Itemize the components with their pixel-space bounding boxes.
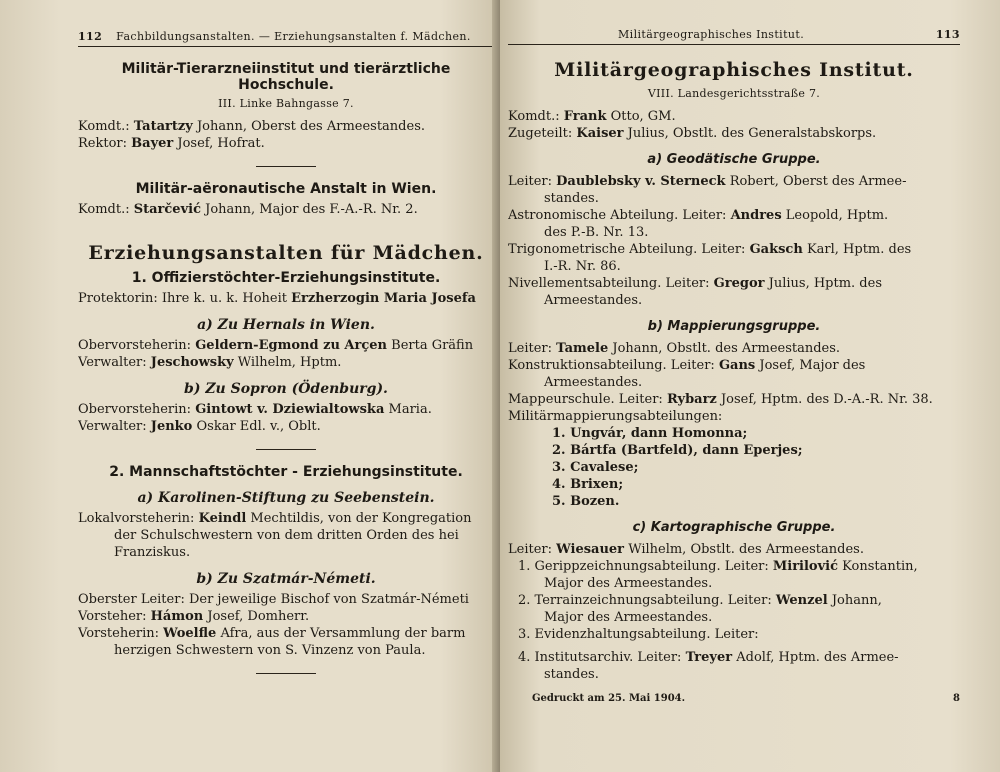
subsection-cartographic [508, 520, 960, 535]
detail: Berta Gräfin [391, 338, 474, 353]
label: Komdt.: [78, 119, 130, 134]
entry-leiter-cartographic [508, 541, 960, 558]
section-title-aeronautic: Militär-aëronautische Anstalt in Wien. [135, 181, 437, 197]
subsection-mapping [508, 319, 960, 334]
detail: Leopold, Hptm. [785, 208, 889, 223]
detail: Otto, GM. [610, 109, 676, 124]
entry-continuation: Armeestandes. [544, 375, 643, 390]
person-name: Tamele [556, 341, 609, 356]
label: Verwalter: [78, 419, 147, 434]
person-name: Andres [730, 208, 782, 223]
person-name: Kaiser [576, 126, 624, 141]
person-name: Mirilović [772, 559, 839, 574]
entry-verwalter-sopron [78, 418, 494, 435]
label: Leiter: [508, 174, 552, 189]
entry-trigonometric [508, 241, 960, 258]
entry-komdt-aeronautic [78, 201, 494, 218]
person-name: Wiesauer [556, 542, 625, 557]
list-item: 2. Bártfa (Bartfeld), dann Eperjes; [552, 443, 803, 458]
detail: Josef, Major des [759, 358, 866, 373]
page-number-left: 112 [78, 30, 103, 43]
list-item: 1. Ungvár, dann Homonna; [552, 426, 748, 441]
person-name: Gintowt v. Dziewialtowska [195, 402, 385, 417]
print-date: Gedruckt am 25. Mai 1904. [532, 693, 686, 704]
entry-komdt [508, 108, 960, 125]
list-item: 5. Bozen. [552, 494, 620, 509]
entry-astronomic [508, 207, 960, 224]
entry-mapping-divisions: Militärmappierungsabteilungen: [508, 409, 723, 424]
detail: Adolf, Hptm. des Armee- [736, 650, 899, 665]
label: Komdt.: [78, 202, 130, 217]
detail: Johann, Oberst des Armeestandes. [196, 119, 425, 134]
person-name: Daublebsky v. Sterneck [556, 174, 726, 189]
subsection-officers-daughters: 1. Offizierstöchter-Erziehungsinstitute. [131, 270, 441, 286]
detail: Julius, Obstlt. des Generalstabskorps. [627, 126, 877, 141]
person-name: Wenzel [775, 593, 828, 608]
person-name: Starčević [133, 202, 201, 217]
entry-continuation: I.-R. Nr. 86. [544, 259, 621, 274]
list-item: 3. Cavalese; [552, 460, 639, 475]
entry-leiter-mapping [508, 340, 960, 357]
divider [256, 449, 316, 450]
running-head-left: Fachbildungsanstalten. — Erziehungsanstalten f. Mädchen. [116, 30, 471, 43]
list-item: 4. Brixen; [552, 477, 624, 492]
person-name: Geldern-Egmond zu Arçen [195, 338, 387, 353]
person-name: Hámon [150, 609, 204, 624]
person-name: Bayer [131, 136, 174, 151]
entry-continuation: des P.-B. Nr. 13. [544, 225, 649, 240]
subsection-szatmar: b) Zu Szatmár-Németi. [196, 571, 376, 587]
entry-mappeur-school [508, 391, 960, 408]
entry-continuation: der Schulschwestern von dem dritten Orden des hei [114, 528, 459, 543]
label: Rektor: [78, 136, 128, 151]
entry-institutsarchiv [508, 649, 960, 666]
entry-obervorsteherin-hernals [78, 337, 494, 354]
label: Protektorin: Ihre k. u. k. Hoheit [78, 291, 287, 306]
left-running-header [78, 30, 494, 47]
entry-oberster-leiter: Oberster Leiter: Der jeweilige Bischof von Szatmár-Németi [78, 592, 469, 607]
label: Nivellementsabteilung. Leiter: [508, 276, 710, 291]
address-vet: III. Linke Bahngasse 7. [218, 97, 354, 110]
person-name: Tatartzy [133, 119, 193, 134]
label: 1. Gerippzeichnungsabteilung. Leiter: [518, 559, 769, 574]
subsection-title: b) Mappierungsgruppe. [647, 319, 821, 334]
label: Trigonometrische Abteilung. Leiter: [508, 242, 746, 257]
person-name: Gregor [713, 276, 765, 291]
entry-obervorsteherin-sopron [78, 401, 494, 418]
label: Konstruktionsabteilung. Leiter: [508, 358, 715, 373]
detail: Julius, Hptm. des [768, 276, 882, 291]
entry-leiter-geodetic [508, 173, 960, 190]
entry-gerippzeichnung [508, 558, 960, 575]
detail: Maria. [388, 402, 432, 417]
person-name: Treyer [685, 650, 733, 665]
entry-continuation: Major des Armeestandes. [544, 576, 713, 591]
label: Leiter: [508, 341, 552, 356]
subsection-enlisted-daughters: 2. Mannschaftstöchter - Erziehungsinstitute. [109, 464, 463, 480]
entry-lokalvorsteherin [78, 510, 494, 527]
detail: Josef, Hptm. des D.-A.-R. Nr. 38. [720, 392, 933, 407]
detail: Wilhelm, Obstlt. des Armeestandes. [628, 542, 864, 557]
person-name: Jeschowsky [150, 355, 234, 370]
person-name: Woelfle [163, 626, 217, 641]
entry-continuation: Major des Armeestandes. [544, 610, 713, 625]
person-name: Gaksch [749, 242, 803, 257]
label: Vorsteherin: [78, 626, 160, 641]
address-geographic-institute: VIII. Landesgerichtsstraße 7. [647, 87, 821, 100]
entry-vorsteher [78, 608, 494, 625]
entry-zugeteilt [508, 125, 960, 142]
right-running-header [508, 28, 960, 45]
detail: Josef, Hofrat. [177, 136, 265, 151]
mapping-divisions-list [508, 425, 960, 510]
label: Lokalvorsteherin: [78, 511, 195, 526]
entry-continuation: Armeestandes. [544, 293, 643, 308]
entry-continuation: standes. [544, 191, 599, 206]
detail: Afra, aus der Versammlung der barm [220, 626, 466, 641]
detail: Karl, Hptm. des [806, 242, 912, 257]
label: 2. Terrainzeichnungsabteilung. Leiter: [518, 593, 772, 608]
subsection-title: c) Kartographische Gruppe. [632, 520, 836, 535]
person-name: Gans [718, 358, 756, 373]
entry-vorsteherin [78, 625, 494, 642]
entry-continuation: standes. [544, 667, 599, 682]
entry-komdt-vet [78, 118, 494, 135]
divider [256, 166, 316, 167]
entry-verwalter-hernals [78, 354, 494, 371]
label: Verwalter: [78, 355, 147, 370]
subsection-geodetic [508, 152, 960, 167]
section-title-geographic-institute: Militärgeographisches Institut. [554, 59, 914, 81]
page-number-right: 113 [935, 28, 960, 41]
entry-terrainzeichnung [508, 592, 960, 609]
detail: Josef, Domherr. [207, 609, 310, 624]
entry-evidenzhaltung: 3. Evidenzhaltungsabteilung. Leiter: [518, 627, 759, 642]
entry-nivellement [508, 275, 960, 292]
detail: Johann, Major des F.-A.-R. Nr. 2. [205, 202, 418, 217]
label: Astronomische Abteilung. Leiter: [508, 208, 727, 223]
detail: Johann, [831, 593, 882, 608]
detail: Oskar Edl. v., Oblt. [196, 419, 321, 434]
entry-construction [508, 357, 960, 374]
entry-rektor-vet [78, 135, 494, 152]
subsection-hernals: a) Zu Hernals in Wien. [197, 317, 375, 333]
entry-continuation: Franziskus. [114, 545, 191, 560]
signature-mark: 8 [953, 693, 960, 704]
subsection-title: a) Geodätische Gruppe. [647, 152, 821, 167]
section-title-vet: Militär-Tierarzneiinstitut und tierärztliche Hochschule. [121, 61, 451, 93]
label: Zugeteilt: [508, 126, 573, 141]
label: 4. Institutsarchiv. Leiter: [518, 650, 682, 665]
detail: Robert, Oberst des Armee- [729, 174, 907, 189]
detail: Johann, Obstlt. des Armeestandes. [612, 341, 841, 356]
detail: Wilhelm, Hptm. [237, 355, 342, 370]
label: Vorsteher: [78, 609, 147, 624]
entry-continuation: herzigen Schwestern von S. Vinzenz von Paula. [114, 643, 426, 658]
running-head-right: Militärgeographisches Institut. [618, 28, 805, 41]
person-name: Jenko [150, 419, 193, 434]
label: Mappeurschule. Leiter: [508, 392, 663, 407]
label: Komdt.: [508, 109, 560, 124]
divider [256, 673, 316, 674]
detail: Konstantin, [842, 559, 918, 574]
subsection-karolinen: a) Karolinen-Stiftung zu Seebenstein. [137, 490, 435, 506]
print-footer [508, 693, 960, 704]
entry-protektorin [78, 290, 494, 307]
label: Obervorsteherin: [78, 338, 192, 353]
detail: Mechtildis, von der Kongregation [250, 511, 472, 526]
person-name: Erzherzogin Maria Josefa [291, 291, 476, 306]
right-page [500, 0, 1000, 772]
label: Leiter: [508, 542, 552, 557]
subsection-sopron: b) Zu Sopron (Ödenburg). [184, 381, 388, 397]
person-name: Frank [563, 109, 607, 124]
section-title-girls-education: Erziehungsanstalten für Mädchen. [88, 242, 484, 264]
person-name: Keindl [198, 511, 247, 526]
person-name: Rybarz [666, 392, 717, 407]
label: Obervorsteherin: [78, 402, 192, 417]
